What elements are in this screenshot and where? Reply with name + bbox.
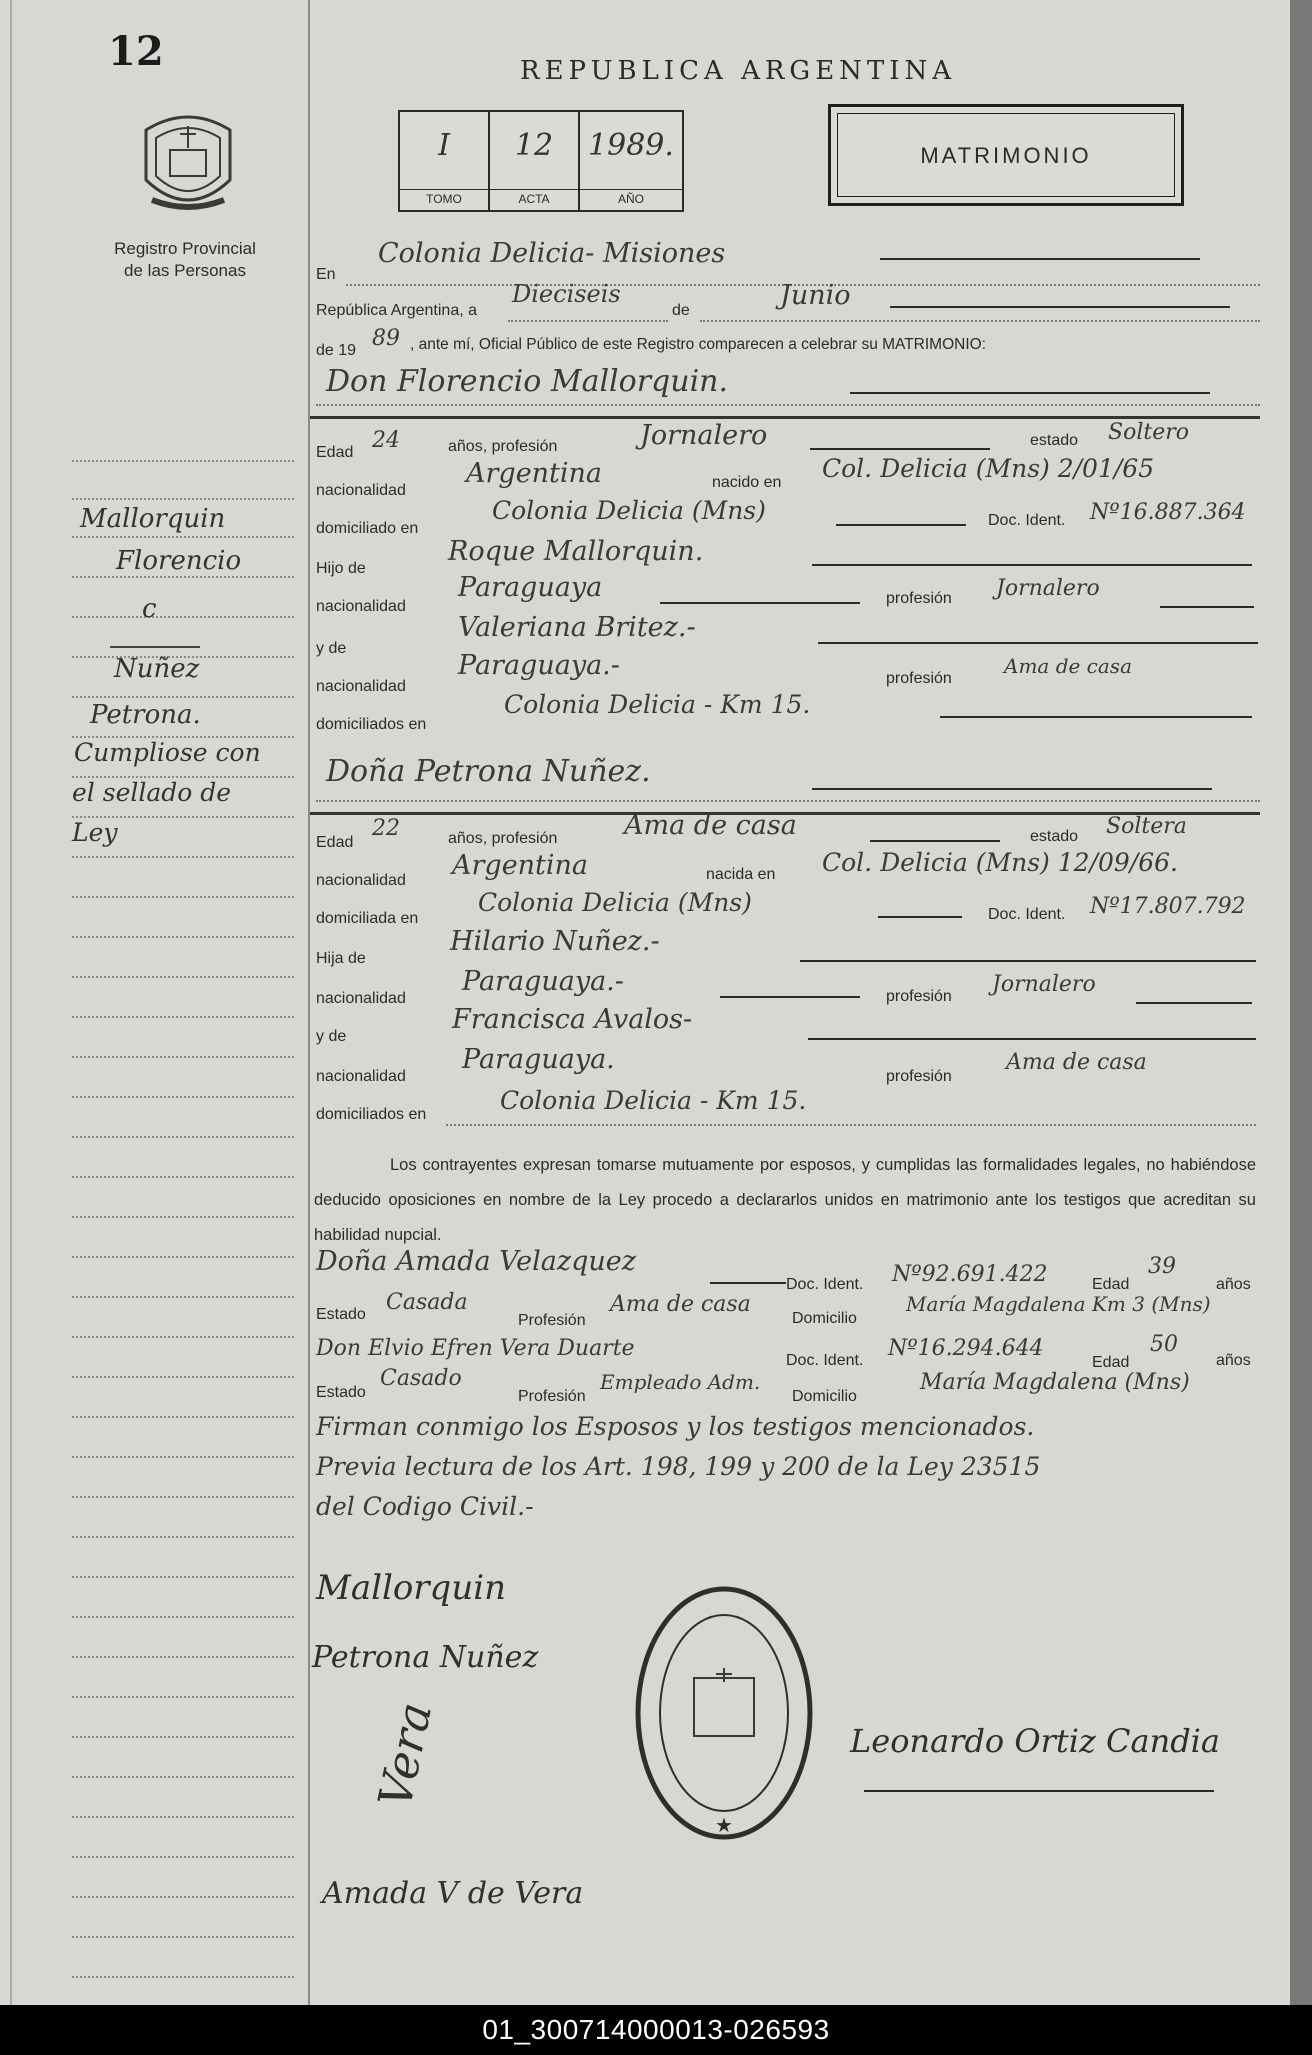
margin-note-line-1: Mallorquin <box>80 504 226 534</box>
en-label: En <box>316 266 336 283</box>
margin-line <box>72 1696 294 1698</box>
margin-note-line-2: Florencio <box>116 546 242 576</box>
bride-padre-profesion: Jornalero <box>992 972 1096 997</box>
margin-line <box>72 976 294 978</box>
anos-label: años <box>1216 1276 1251 1293</box>
groom-madre: Valeriana Britez.- <box>458 612 696 643</box>
bride-profesion: Ama de casa <box>624 810 797 841</box>
bride-madre: Francisca Avalos- <box>452 1004 693 1035</box>
margin-note-line-7: el sellado de <box>72 778 232 807</box>
blank-line <box>710 1282 786 1284</box>
tomo-cell <box>400 112 490 210</box>
hijo-de-label: Hijo de <box>316 560 366 577</box>
doc-label: Doc. Ident. <box>786 1276 864 1293</box>
bride-nacionalidad: Argentina <box>452 850 589 881</box>
margin-line <box>72 1536 294 1538</box>
profesion-label: Profesión <box>518 1388 586 1405</box>
page-number: 12 <box>108 28 164 75</box>
witness2-domicilio: María Magdalena (Mns) <box>920 1370 1190 1395</box>
dotted-line <box>446 1124 1256 1126</box>
bride-domicilio: Colonia Delicia (Mns) <box>478 888 752 917</box>
groom-name: Don Florencio Mallorquin. <box>326 364 729 399</box>
place-value: Colonia Delicia- Misiones <box>378 238 726 269</box>
margin-note-line-5: Petrona. <box>90 700 201 730</box>
margin-line <box>72 1496 294 1498</box>
profesion-label: profesión <box>886 988 952 1005</box>
margin-line <box>72 1256 294 1258</box>
groom-padre-profesion: Jornalero <box>996 576 1100 601</box>
page-binding-edge <box>1290 0 1312 2005</box>
estado-label: estado <box>1030 432 1079 449</box>
groom-profesion: Jornalero <box>640 420 768 451</box>
margin-line <box>72 696 294 698</box>
blank-line <box>850 392 1210 394</box>
margin-line <box>72 616 294 618</box>
blank-line <box>870 840 1000 842</box>
republica-label: República Argentina, a <box>316 302 477 319</box>
edad-label: Edad <box>1092 1354 1130 1371</box>
dotted-line <box>700 320 1260 322</box>
blank-line <box>1160 606 1254 608</box>
hija-de-label: Hija de <box>316 950 366 967</box>
official-stamp <box>632 1582 816 1844</box>
record-type: MATRIMONIO <box>837 113 1175 197</box>
margin-line <box>72 1016 294 1018</box>
blank-line <box>808 1038 1256 1040</box>
margin-line <box>72 1736 294 1738</box>
profesion-label: años, profesión <box>448 830 558 847</box>
profesion-label: profesión <box>886 1068 952 1085</box>
margin-note-line-3: c <box>142 594 157 624</box>
witness2-profesion: Empleado Adm. <box>600 1370 761 1394</box>
record-type-box <box>828 104 1184 206</box>
profesion-label: profesión <box>886 590 952 607</box>
margin-line <box>72 536 294 538</box>
closing-line-1: Firman conmigo los Esposos y los testigos mencionados. <box>316 1412 1035 1441</box>
profesion-label: Profesión <box>518 1312 586 1329</box>
blank-line <box>660 602 860 604</box>
bride-edad: 22 <box>372 816 400 841</box>
tomo-label: TOMO <box>400 189 488 206</box>
anio-label: AÑO <box>580 189 682 206</box>
officer-signature-line <box>864 1790 1214 1792</box>
margin-line <box>72 1936 294 1938</box>
witness1-profesion: Ama de casa <box>610 1292 751 1317</box>
bride-doc: Nº17.807.792 <box>1090 894 1246 919</box>
nacionalidad-label: nacionalidad <box>316 990 406 1007</box>
officer-signature: Leonardo Ortiz Candia <box>850 1722 1220 1760</box>
closing-line-3: del Codigo Civil.- <box>316 1492 534 1521</box>
bride-madre-profesion: Ama de casa <box>1006 1050 1147 1075</box>
image-id-footer: 01_300714000013-026593 <box>0 2005 1312 2055</box>
groom-madre-nacionalidad: Paraguaya.- <box>458 650 620 681</box>
domiciliado-label: domiciliado en <box>316 520 419 537</box>
month-value: Junio <box>780 280 851 311</box>
profesion-label: años, profesión <box>448 438 558 455</box>
nacionalidad-label: nacionalidad <box>316 482 406 499</box>
margin-line <box>72 1896 294 1898</box>
registry-line-2: de las Personas <box>124 261 246 280</box>
registry-label <box>90 238 280 282</box>
blank-line <box>836 524 966 526</box>
dotted-line <box>316 800 1260 802</box>
day-value: Dieciseis <box>512 280 621 308</box>
domiciliados-label: domiciliados en <box>316 716 427 733</box>
margin-line <box>72 1656 294 1658</box>
bride-madre-nacionalidad: Paraguaya. <box>462 1044 615 1075</box>
margin-note-line-6: Cumpliose con <box>74 738 261 767</box>
edad-label: Edad <box>316 444 354 461</box>
bride-name: Doña Petrona Nuñez. <box>326 754 651 789</box>
witness1-estado: Casada <box>386 1290 468 1315</box>
bride-estado: Soltera <box>1106 814 1187 839</box>
estado-label: Estado <box>316 1384 366 1401</box>
groom-nacido-en: Col. Delicia (Mns) 2/01/65 <box>822 454 1155 483</box>
header-title: REPUBLICA ARGENTINA <box>520 56 957 86</box>
nacionalidad-label: nacionalidad <box>316 678 406 695</box>
profesion-label: profesión <box>886 670 952 687</box>
witness2-name: Don Elvio Efren Vera Duarte <box>316 1336 635 1361</box>
groom-nacionalidad: Argentina <box>466 458 603 489</box>
svg-text:★: ★ <box>715 1815 733 1837</box>
tomo-acta-anio-box <box>398 110 684 212</box>
margin-strike <box>110 646 200 648</box>
margin-line <box>72 1576 294 1578</box>
blank-line <box>810 448 990 450</box>
groom-domicilio: Colonia Delicia (Mns) <box>492 496 766 525</box>
doc-label: Doc. Ident. <box>988 906 1066 923</box>
year-value: 89 <box>372 326 400 351</box>
estado-label: estado <box>1030 828 1079 845</box>
acta-value: 12 <box>514 128 554 163</box>
blank-line <box>800 960 1256 962</box>
witness-amada-signature: Amada V de Vera <box>322 1876 584 1911</box>
witness-vera-signature: Vera <box>367 1697 443 1813</box>
y-de-label: y de <box>316 640 347 657</box>
bride-padre-nacionalidad: Paraguaya.- <box>462 966 624 997</box>
margin-line <box>72 1296 294 1298</box>
bride-nacida-en: Col. Delicia (Mns) 12/09/66. <box>822 848 1178 877</box>
blank-line <box>1136 1002 1252 1004</box>
year-suffix: , ante mí, Oficial Público de este Registro comparecen a celebrar su MATRIMONIO: <box>410 336 987 353</box>
year-prefix: de 19 <box>316 342 357 359</box>
margin-line <box>72 1616 294 1618</box>
declaration-text: Los contrayentes expresan tomarse mutuamente por esposos, y cumplidas las formalidades legales, no habiéndose deducido oposiciones en nombre de la Ley procedo a declararlos unidos en matrimonio ante los testigos que acreditan su habilidad nupcial. <box>314 1156 1256 1244</box>
groom-signature: Mallorquin <box>316 1568 506 1608</box>
acta-cell <box>490 112 580 210</box>
y-de-label: y de <box>316 1028 347 1045</box>
margin-line <box>72 1976 294 1978</box>
anio-value: 1989. <box>588 128 674 163</box>
nacionalidad-label: nacionalidad <box>316 872 406 889</box>
bride-padres-domicilio: Colonia Delicia - Km 15. <box>500 1086 807 1115</box>
blank-line <box>812 564 1252 566</box>
closing-line-2: Previa lectura de los Art. 198, 199 y 200 de la Ley 23515 <box>316 1452 1041 1481</box>
margin-line <box>72 460 294 462</box>
bride-padre: Hilario Nuñez.- <box>450 926 660 957</box>
doc-label: Doc. Ident. <box>786 1352 864 1369</box>
margin-line <box>72 1816 294 1818</box>
margin-line <box>72 1376 294 1378</box>
witness1-name: Doña Amada Velazquez <box>316 1246 636 1277</box>
blank-line <box>940 716 1252 718</box>
margin-note-line-8: Ley <box>72 818 118 847</box>
dotted-line <box>508 320 668 322</box>
doc-label: Doc. Ident. <box>988 512 1066 529</box>
domiciliados-label: domiciliados en <box>316 1106 427 1123</box>
blank-line <box>818 642 1258 644</box>
de-label: de <box>672 302 690 319</box>
groom-estado: Soltero <box>1108 420 1189 445</box>
groom-edad: 24 <box>372 428 400 453</box>
dotted-line <box>316 404 1260 406</box>
domicilio-label: Domicilio <box>792 1388 857 1405</box>
blank-line <box>880 258 1200 260</box>
witness2-doc: Nº16.294.644 <box>888 1336 1044 1361</box>
anos-label: años <box>1216 1352 1251 1369</box>
margin-line <box>72 1216 294 1218</box>
margin-line <box>72 1416 294 1418</box>
tomo-value: I <box>438 128 450 163</box>
margin-line <box>72 856 294 858</box>
margin-note-line-4: Nuñez <box>114 654 200 684</box>
witness2-estado: Casado <box>380 1366 462 1391</box>
nacionalidad-label: nacionalidad <box>316 1068 406 1085</box>
bride-signature: Petrona Nuñez <box>312 1640 539 1675</box>
margin-line <box>72 1336 294 1338</box>
witness1-edad: 39 <box>1148 1254 1176 1279</box>
groom-padres-domicilio: Colonia Delicia - Km 15. <box>504 690 811 719</box>
witness1-domicilio: María Magdalena Km 3 (Mns) <box>906 1292 1211 1316</box>
margin-line <box>72 1176 294 1178</box>
registry-line-1: Registro Provincial <box>114 239 256 258</box>
margin-line <box>72 896 294 898</box>
section-divider <box>310 416 1260 419</box>
margin-line <box>72 498 294 500</box>
margin-line <box>72 1776 294 1778</box>
margin-line <box>72 1856 294 1858</box>
nacida-en-label: nacida en <box>706 866 776 883</box>
domicilio-label: Domicilio <box>792 1310 857 1327</box>
blank-line <box>812 788 1212 790</box>
acta-label: ACTA <box>490 189 578 206</box>
domiciliada-label: domiciliada en <box>316 910 419 927</box>
margin-line <box>72 1056 294 1058</box>
anio-cell <box>580 112 682 210</box>
margin-rule <box>308 0 310 2005</box>
witness1-doc: Nº92.691.422 <box>892 1262 1048 1287</box>
blank-line <box>890 306 1230 308</box>
nacido-en-label: nacido en <box>712 474 782 491</box>
estado-label: Estado <box>316 1306 366 1323</box>
groom-madre-profesion: Ama de casa <box>1004 654 1132 678</box>
provincial-seal-icon <box>136 110 240 220</box>
nacionalidad-label: nacionalidad <box>316 598 406 615</box>
witness2-edad: 50 <box>1150 1332 1178 1357</box>
blank-line <box>878 916 962 918</box>
groom-padre-nacionalidad: Paraguaya <box>458 572 603 603</box>
edad-label: Edad <box>1092 1276 1130 1293</box>
margin-line <box>72 936 294 938</box>
left-page-edge <box>10 0 12 2005</box>
margin-line <box>72 1136 294 1138</box>
groom-padre: Roque Mallorquin. <box>448 536 704 567</box>
margin-line <box>72 1096 294 1098</box>
edad-label: Edad <box>316 834 354 851</box>
groom-doc: Nº16.887.364 <box>1090 500 1246 525</box>
margin-line <box>72 576 294 578</box>
margin-line <box>72 1456 294 1458</box>
blank-line <box>720 996 860 998</box>
